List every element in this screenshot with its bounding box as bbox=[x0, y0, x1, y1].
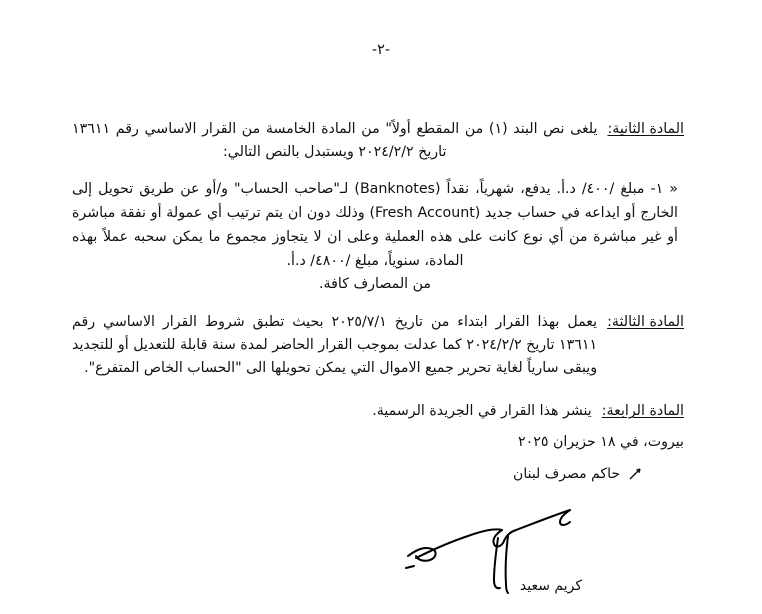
quoted-clause-main: « ١- مبلغ /٤٠٠/ د.أ. يدفع، شهرياً، نقداً (Banknotes) لـ"صاحب الحساب" و/أو عن طريق تحويل إلى الخارج أو ايداعه في حساب جديد (Fresh Account) وذلك دون ان يتم ترتيب أي عمولة أو نفقة مباشرة أو غير مباشرة من أي نوع كانت على هذه العملية وعلى ان لا يتجاوز مجموع ما يمكن سحبه عملاً بهذه المادة، سنوياً، مبلغ /٤٨٠٠/ د.أ. bbox=[72, 181, 678, 269]
article-second-text: يلغى نص البند (١) من المقطع أولاً" من المادة الخامسة من القرار الاساسي رقم ١٣٦١١ تاريخ ٢٠٢٤/٢/٢ ويستبدل بالنص التالي: bbox=[72, 121, 598, 160]
signer-name: كريم سعيد bbox=[519, 578, 582, 594]
quoted-clause bbox=[72, 178, 684, 297]
article-second-label: المادة الثانية: bbox=[607, 121, 684, 137]
signatory-title: حاكم مصرف لبنان bbox=[513, 466, 620, 482]
handwritten-signature bbox=[402, 494, 632, 594]
article-second bbox=[72, 118, 684, 164]
document-body bbox=[72, 118, 684, 437]
page-number-marker: -٢- bbox=[371, 42, 391, 58]
check-mark-icon bbox=[628, 467, 644, 483]
signatory-title-row bbox=[384, 466, 644, 482]
article-third-label: المادة الثالثة: bbox=[607, 314, 684, 331]
place-and-date-line: بيروت، في ١٨ حزيران ٢٠٢٥ bbox=[518, 434, 684, 450]
article-third-text: يعمل بهذا القرار ابتداء من تاريخ ٢٠٢٥/٧/١ بحيث تطبق شروط القرار الاساسي رقم ١٣٦١١ تاريخ ٢٠٢٤/٢/٢ كما عدلت بموجب القرار الحاضر لمدة سنة قابلة للتعديل أو للتجديد ويبقى سارياً لغاية تحرير جميع الاموال التي يمكن تحويلها الى "الحساب الخاص المتفرع". bbox=[72, 314, 598, 377]
article-third bbox=[72, 311, 684, 380]
article-fourth bbox=[72, 400, 684, 423]
signature-block bbox=[384, 466, 644, 482]
article-fourth-label: المادة الرابعة: bbox=[601, 403, 684, 420]
quoted-clause-tail: من المصارف كافة. bbox=[318, 276, 432, 293]
article-fourth-text: ينشر هذا القرار في الجريدة الرسمية. bbox=[372, 403, 592, 420]
